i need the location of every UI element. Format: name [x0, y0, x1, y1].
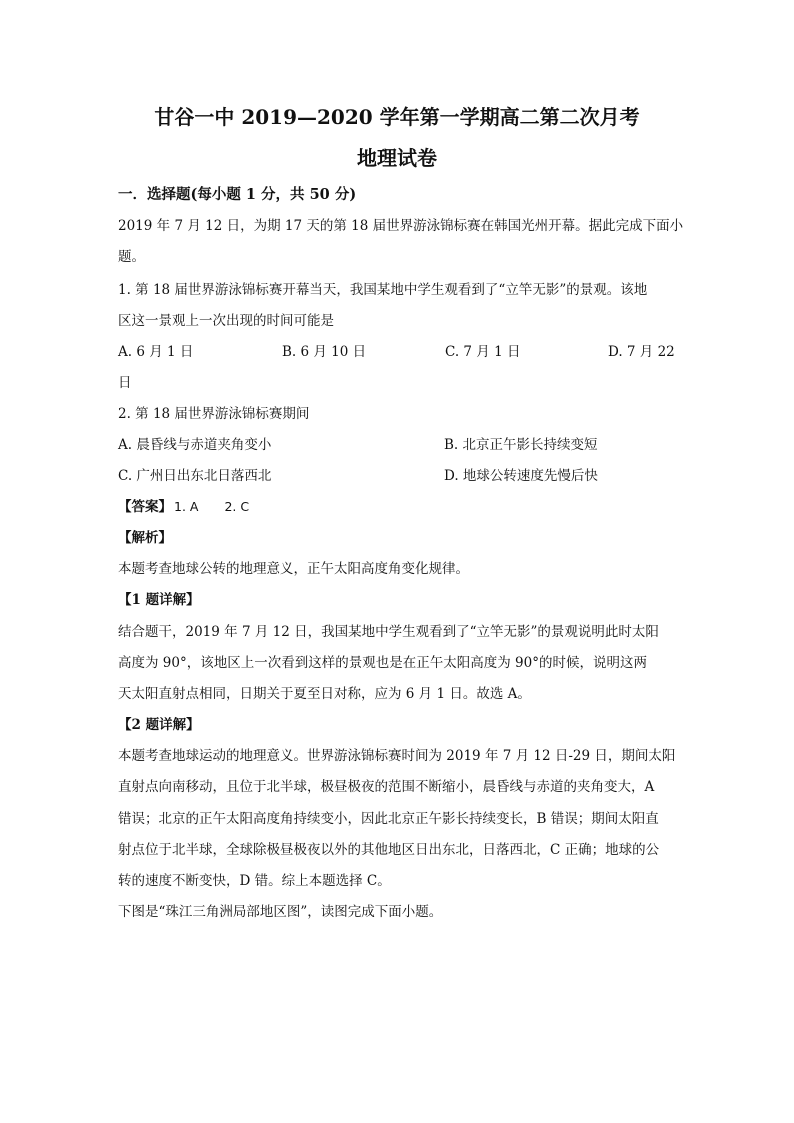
q1-option-d: D. 7 月 22 [608, 344, 675, 360]
q2-option-a: A. 晨昏线与赤道夹角变小 [118, 437, 272, 453]
next-question-intro: 下图是“珠江三角洲局部地区图”，读图完成下面小题。 [118, 904, 443, 920]
detail-2-text: 射点位于北半球，全球除极昼极夜以外的其他地区日出东北，日落西北，C 正确；地球的公 [118, 842, 660, 858]
answer-line [118, 497, 678, 517]
question-1-stem: 区这一景观上一次出现的时间可能是 [118, 313, 334, 329]
q2-option-d: D. 地球公转速度先慢后快 [444, 468, 598, 484]
intro-line: 2019 年 7 月 12 日，为期 17 天的第 18 届世界游泳锦标赛在韩国光州开幕。据此完成下面小 [118, 218, 684, 234]
question-1-stem: 1. 第 18 届世界游泳锦标赛开幕当天，我国某地中学生观看到了“立竿无影”的景观。该地 [118, 282, 648, 298]
answer-value-1: 1. A [174, 499, 199, 514]
exam-title: 甘谷一中 2019—2020 学年第一学期高二第二次月考 [154, 105, 640, 129]
q2-option-c: C. 广州日出东北日落西北 [118, 468, 272, 484]
detail-2-label: 【2 题详解】 [118, 717, 200, 733]
detail-1-text: 高度为 90°，该地区上一次看到这样的景观也是在正午太阳高度为 90°的时候，说明这两 [118, 655, 647, 671]
q1-option-a: A. 6 月 1 日 [118, 344, 194, 360]
detail-2-text: 转的速度不断变快，D 错。综上本题选择 C。 [118, 873, 391, 889]
answer-label: 【答案】 [118, 499, 172, 515]
q1-option-b: B. 6 月 10 日 [282, 344, 367, 360]
q1-option-d-wrap: 日 [118, 375, 132, 391]
q2-option-b: B. 北京正午影长持续变短 [444, 437, 598, 453]
detail-1-text: 结合题干，2019 年 7 月 12 日，我国某地中学生观看到了“立竿无影”的景观说明此时太阳 [118, 624, 659, 640]
section-heading: 一．选择题(每小题 1 分，共 50 分) [118, 186, 357, 203]
detail-2-text: 错误；北京的正午太阳高度角持续变小，因此北京正午影长持续变长，B 错误；期间太阳直 [118, 811, 659, 827]
analysis-label: 【解析】 [118, 530, 172, 546]
q1-option-c: C. 7 月 1 日 [445, 344, 521, 360]
detail-2-text: 直射点向南移动，且位于北半球，极昼极夜的范围不断缩小，晨昏线与赤道的夹角变大，A [118, 779, 655, 795]
detail-2-text: 本题考查地球运动的地理意义。世界游泳锦标赛时间为 2019 年 7 月 12 日-29 日，期间太阳 [118, 748, 676, 764]
analysis-text: 本题考查地球公转的地理意义，正午太阳高度角变化规律。 [118, 561, 469, 577]
exam-subtitle: 地理试卷 [357, 146, 437, 170]
detail-1-text: 天太阳直射点相同，日期关于夏至日对称，应为 6 月 1 日。故选 A。 [118, 686, 531, 702]
question-2-stem: 2. 第 18 届世界游泳锦标赛期间 [118, 406, 310, 422]
answer-value-2: 2. C [224, 499, 250, 514]
detail-1-label: 【1 题详解】 [118, 592, 200, 608]
intro-line: 题。 [118, 249, 145, 265]
